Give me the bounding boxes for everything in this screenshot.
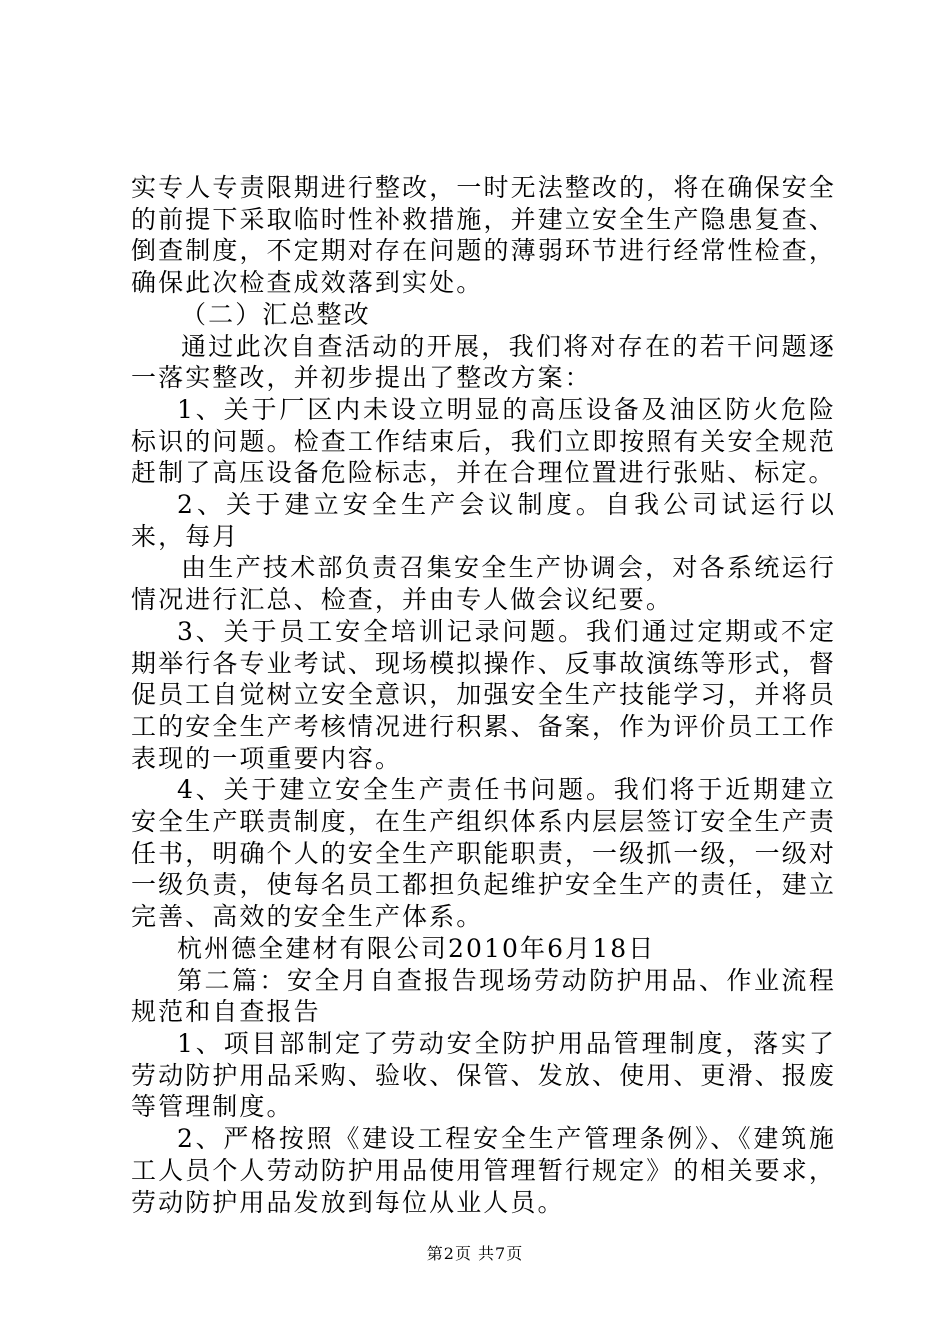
paragraph-item-2-continued: 由生产技术部负责召集安全生产协调会，对各系统运行情况进行汇总、检查，并由专人做会议纪要。 [131,553,836,615]
paragraph-item-1: 1、关于厂区内未设立明显的高压设备及油区防火危险标识的问题。检查工作结束后，我们立即按照有关安全规范赶制了高压设备危险标志，并在合理位置进行张贴、标定。 [131,394,836,488]
paragraph-continuation: 实专人专责限期进行整改，一时无法整改的，将在确保安全的前提下采取临时性补救措施，并建立安全生产隐患复查、倒查制度，不定期对存在问题的薄弱环节进行经常性检查，确保此次检查成效落到实处。 [131,173,836,298]
section-heading: （二）汇总整改 [181,299,371,329]
paragraph-item-4: 4、关于建立安全生产责任书问题。我们将于近期建立安全生产联责制度，在生产组织体系内层层签订安全生产责任书，明确个人的安全生产职能职责，一级抓一级，一级对一级负责，使每名员工都担负起维护安全生产的责任，建立完善、高效的安全生产体系。 [131,775,836,932]
paragraph-item-3: 3、关于员工安全培训记录问题。我们通过定期或不定期举行各专业考试、现场模拟操作、反事故演练等形式，督促员工自觉树立安全意识，加强安全生产技能学习，并将员工的安全生产考核情况进行积累、备案，作为评价员工工作表现的一项重要内容。 [131,616,836,773]
paragraph-item-2: 2、关于建立安全生产会议制度。自我公司试运行以来，每月 [131,490,836,551]
paragraph-ch2-item-1: 1、项目部制定了劳动安全防护用品管理制度，落实了劳动防护用品采购、验收、保管、发放、使用、更滑、报废等管理制度。 [131,1028,836,1122]
signature-line: 杭州德全建材有限公司2010年6月18日 [177,933,656,963]
chapter-heading: 第二篇：安全月自查报告现场劳动防护用品、作业流程规范和自查报告 [131,965,836,1027]
page-number: 第2页 共7页 [426,1244,524,1263]
document-body [131,172,836,1218]
paragraph-intro: 通过此次自查活动的开展，我们将对存在的若干问题逐一落实整改，并初步提出了整改方案： [131,331,836,393]
paragraph-ch2-item-2: 2、严格按照《建设工程安全生产管理条例》、《建筑施工人员个人劳动防护用品使用管理暂行规定》的相关要求，劳动防护用品发放到每位从业人员。 [131,1124,836,1217]
